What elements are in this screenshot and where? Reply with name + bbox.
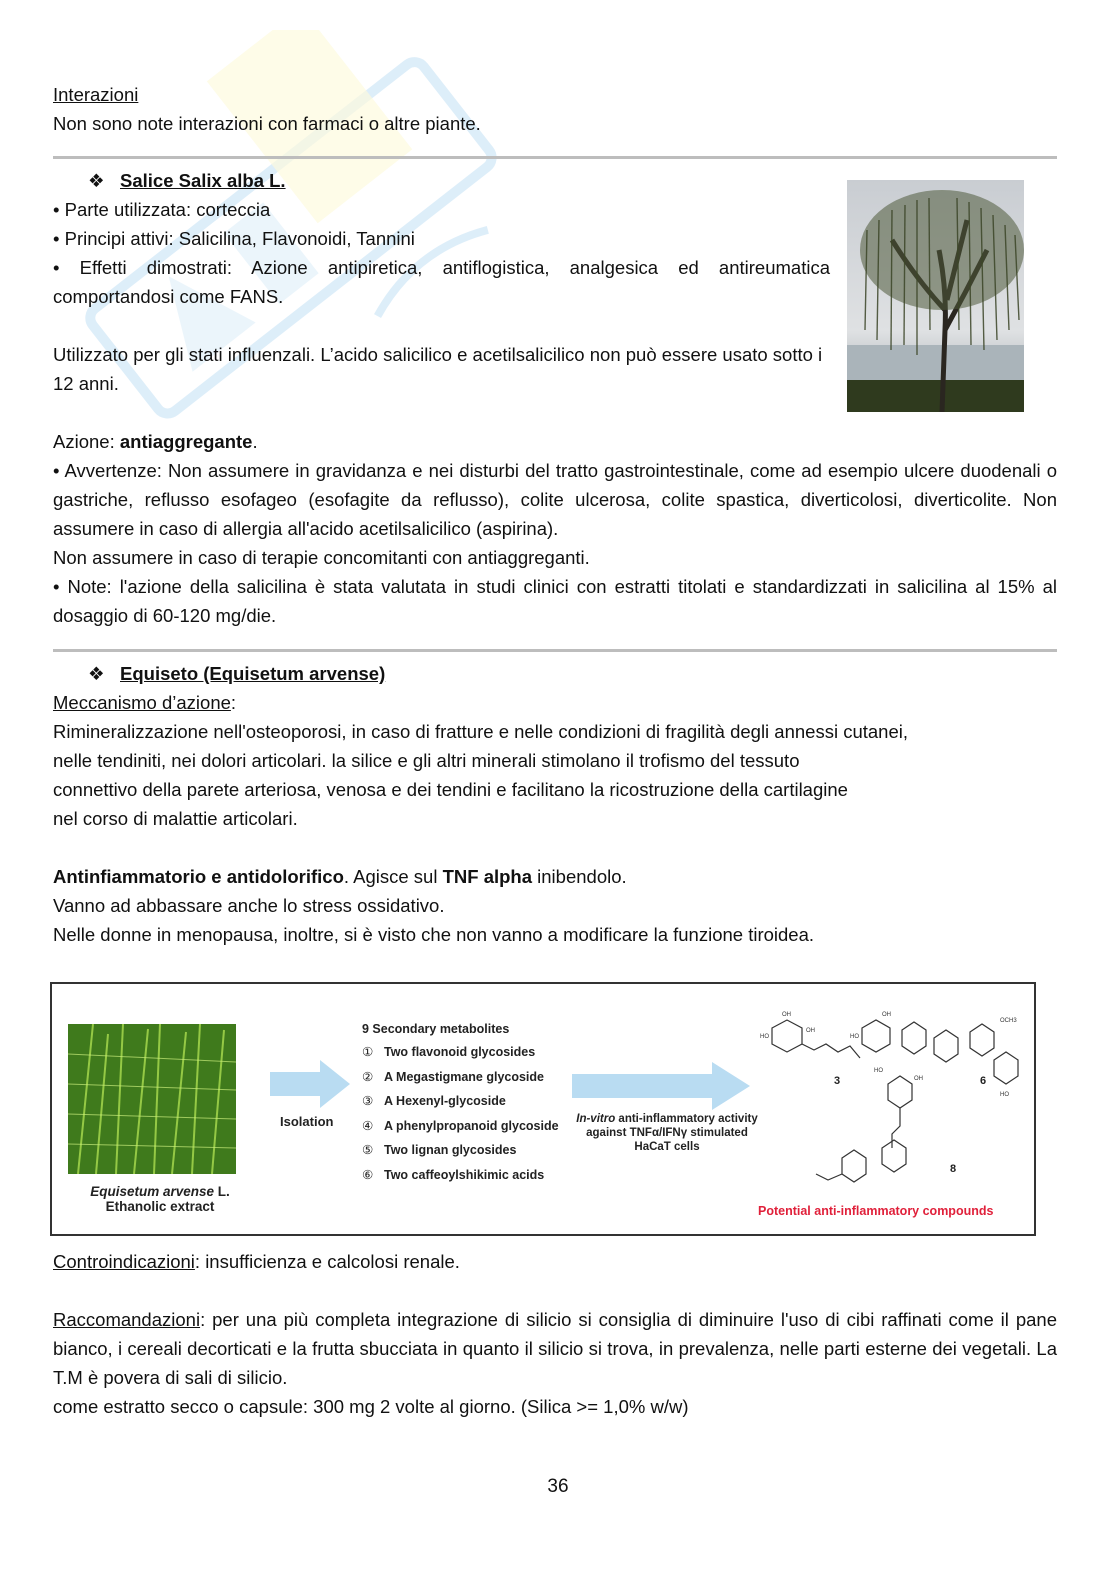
meccanismo-line: Rimineralizzazione nell'osteoporosi, in caso di fratture e nelle condizioni di fragilità degli annessi cutanei, xyxy=(53,721,909,742)
antinf-bold: Antinfiammatorio e antidolorifico xyxy=(53,866,344,887)
extract-name: Equisetum arvense xyxy=(90,1184,215,1199)
svg-text:OH: OH xyxy=(914,1076,923,1082)
controindicazioni-heading: Controindicazioni xyxy=(53,1251,195,1272)
compound-6-label: 6 xyxy=(980,1075,987,1087)
salice-terapie: Non assumere in caso di terapie concomitanti con antiaggreganti. xyxy=(53,547,590,568)
section-divider xyxy=(53,649,1057,652)
meccanismo-heading: Meccanismo d’azione xyxy=(53,692,231,713)
svg-text:OCH3: OCH3 xyxy=(1000,1018,1017,1024)
equisetum-figure xyxy=(50,982,1036,1236)
meccanismo-heading-line xyxy=(53,688,236,717)
extract-suffix: L. xyxy=(214,1184,230,1199)
dosaggio-line: come estratto secco o capsule: 300 mg 2 volte al giorno. (Silica >= 1,0% w/w) xyxy=(53,1396,689,1417)
extract-caption xyxy=(90,1184,230,1214)
stress-line: Vanno ad abbassare anche lo stress ossidativo. xyxy=(53,895,445,916)
salice-principi: • Principi attivi: Salicilina, Flavonoidi, Tannini xyxy=(53,228,415,249)
antinfiammatorio-line xyxy=(53,862,627,891)
chemical-structures xyxy=(742,1008,1026,1204)
controindicazioni-line xyxy=(53,1247,460,1276)
diamond-bullet-icon: ❖ xyxy=(88,663,105,684)
activity-arrow-icon xyxy=(572,1062,750,1110)
isolation-label: Isolation xyxy=(280,1114,334,1129)
salice-heading xyxy=(88,166,286,195)
salice-effetti: • Effetti dimostrati: Azione antipiretica, antiflogistica, analgesica ed antireumatica comportandosi come FANS. xyxy=(53,257,830,307)
interazioni-text: Non sono note interazioni con farmaci o altre piante. xyxy=(53,113,481,134)
antinf-end: inibendolo. xyxy=(532,866,627,887)
svg-text:HO: HO xyxy=(874,1068,883,1074)
antinf-mid: . Agisce sul xyxy=(343,866,443,887)
meccanismo-line: nelle tendiniti, nei dolori articolari. la silice e gli altri minerali stimolano il trofismo del tessuto xyxy=(53,750,800,771)
list-item: ② A Megastigmane glycoside xyxy=(362,1069,544,1084)
activity-caption: In-vitro anti-inflammatory activity against TNFα/IFNγ stimulated HaCaT cells xyxy=(576,1113,758,1153)
menopausa-line: Nelle donne in menopausa, inoltre, si è visto che non vanno a modificare la funzione tiroidea. xyxy=(53,924,815,945)
meccanismo-colon: : xyxy=(230,692,237,713)
meccanismo-line: nel corso di malattie articolari. xyxy=(53,808,298,829)
azione-value: antiaggregante xyxy=(119,431,253,452)
svg-text:HO: HO xyxy=(760,1034,769,1040)
svg-text:OH: OH xyxy=(782,1012,791,1018)
extract-type: Ethanolic extract xyxy=(105,1199,215,1214)
list-item: ④ A phenylpropanoid glycoside xyxy=(362,1118,559,1133)
section-divider xyxy=(53,156,1057,159)
compound-3-label: 3 xyxy=(834,1075,841,1087)
antinf-tnf: TNF alpha xyxy=(442,866,533,887)
willow-tree-photo xyxy=(847,180,1024,412)
salice-avvertenze: • Avvertenze: Non assumere in gravidanza e nei disturbi del tratto gastrointestinale, come ad esempio ulcere duodenali o gastriche, reflusso esofageo (esofagite da reflusso), colite ulcerosa, colite spastica, diverticolosi, diverticolite. Non assumere in caso di allergia all'acido acetilsalicilico (aspirina). xyxy=(53,460,1057,539)
svg-text:OH: OH xyxy=(806,1028,815,1034)
isolation-arrow-icon xyxy=(270,1060,350,1108)
compound-8-label: 8 xyxy=(950,1163,957,1175)
raccomandazioni-text: : per una più completa integrazione di silicio si consiglia di diminuire l'uso di cibi raffinati come il pane bianco, i cereali decorticati e la frutta sbucciata in quanto il silicio si trova, in prevalenza, nelle parti esterne dei vegetali. La T.M è povera di sali di silicio. xyxy=(53,1309,1057,1388)
potential-compounds-label: Potential anti-inflammatory compounds xyxy=(758,1204,994,1218)
list-item: ③ A Hexenyl-glycoside xyxy=(362,1094,506,1109)
list-item: ⑤ Two lignan glycosides xyxy=(362,1143,517,1158)
equiseto-heading xyxy=(88,659,385,688)
controindicazioni-text: : insufficienza e calcolosi renale. xyxy=(194,1251,460,1272)
raccomandazioni-heading: Raccomandazioni xyxy=(53,1309,201,1330)
salice-parte: • Parte utilizzata: corteccia xyxy=(53,199,271,220)
interazioni-heading: Interazioni xyxy=(53,84,139,105)
list-item: ① Two flavonoid glycosides xyxy=(362,1045,536,1059)
equisetum-photo xyxy=(68,1024,236,1174)
equiseto-title: Equiseto (Equisetum arvense) xyxy=(120,663,386,684)
salice-title: Salice Salix alba L. xyxy=(120,170,286,191)
svg-text:HO: HO xyxy=(850,1034,859,1040)
salice-utilizzo: Utilizzato per gli stati influenzali. L’acido salicilico e acetilsalicilico non può essere usato sotto i 12 anni. xyxy=(53,344,823,394)
svg-text:HO: HO xyxy=(1000,1092,1009,1098)
azione-label: Azione: xyxy=(53,431,120,452)
azione-end: . xyxy=(252,431,258,452)
salice-azione xyxy=(53,427,258,456)
page-number: 36 xyxy=(547,1476,569,1497)
diamond-bullet-icon: ❖ xyxy=(88,170,105,191)
salice-note: • Note: l'azione della salicilina è stata valutata in studi clinici con estratti titolati e standardizzati in salicilina al 15% al dosaggio di 60-120 mg/die. xyxy=(53,576,1057,626)
meccanismo-line: connettivo della parete arteriosa, venosa e dei tendini e facilitano la ricostruzione della cartilagine xyxy=(53,779,848,800)
metabolites-title: 9 Secondary metabolites xyxy=(362,1022,510,1036)
metabolites-list xyxy=(362,1044,559,1192)
svg-text:OH: OH xyxy=(882,1012,891,1018)
raccomandazioni-paragraph xyxy=(53,1305,1057,1392)
list-item: ⑥ Two caffeoylshikimic acids xyxy=(362,1167,545,1182)
